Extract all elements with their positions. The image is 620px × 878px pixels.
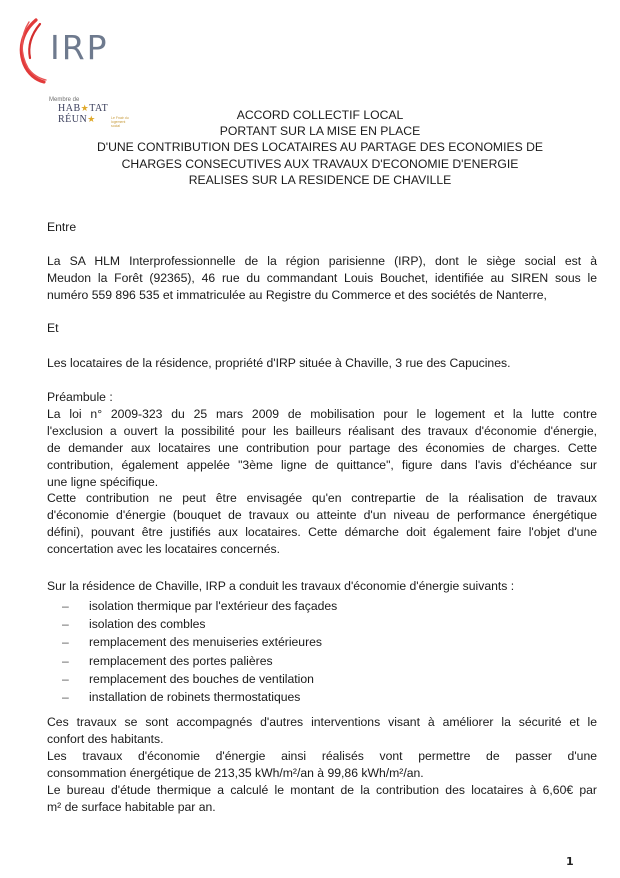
list-item: [62, 615, 337, 633]
list-item-text: installation de robinets thermostatiques: [89, 690, 301, 705]
habitat-part-a: HAB: [58, 103, 81, 114]
list-item-text: remplacement des bouches de ventilation: [89, 671, 314, 686]
habitat-part-b: TAT: [89, 103, 109, 114]
conclusion-line: consommation énergétique de 213,35 kWh/m²/an à 99,86 kWh/m²/an.: [47, 765, 424, 780]
conclusion-line: confort des habitants.: [47, 731, 164, 746]
title-line: CHARGES CONSECUTIVES AUX TRAVAUX D'ECONOMIE D'ENERGIE: [121, 156, 519, 171]
party-tenants: Les locataires de la résidence, propriété d'IRP située à Chaville, 3 rue des Capucines.: [47, 356, 511, 370]
irp-logo: [16, 18, 126, 84]
party-irp: [47, 253, 597, 304]
list-item-text: remplacement des portes palières: [89, 653, 273, 668]
entre-label: Entre: [47, 220, 77, 234]
preamble-line: l'exclusion a ouvert la possibilité pour les bailleurs réalisant des travaux d'économie d'énergie,: [47, 423, 597, 438]
dash-bullet-icon: –: [62, 671, 69, 686]
title-line: ACCORD COLLECTIF LOCAL: [236, 108, 404, 122]
preamble-line: Cette contribution ne peut être envisagée qu'en contrepartie de la réalisation de travaux: [47, 491, 597, 506]
preamble-line: La loi n° 2009-323 du 25 mars 2009 de mobilisation pour le logement et la lutte contre: [47, 406, 597, 421]
page-number: 1: [566, 855, 574, 868]
list-item-text: remplacement des menuiseries extérieures: [89, 635, 323, 650]
list-item-text: isolation des combles: [89, 617, 206, 632]
star-icon: ★: [87, 114, 96, 124]
conclusion-line: m² de surface habitable par an.: [47, 799, 216, 814]
preamble-section: [47, 389, 597, 558]
party-irp-line: numéro 559 896 535 et immatriculée au Registre du Commerce et des sociétés de Nanterre,: [47, 287, 547, 302]
party-irp-line: Meudon la Forêt (92365), 46 rue du commandant Louis Bouchet, identifiée au SIREN sous le: [47, 270, 597, 285]
membre-de-label: Membre de: [49, 97, 80, 103]
document-title: [40, 107, 600, 188]
preamble-line: de demander aux locataires une contribution pour partage des économies de charges. Cette: [47, 440, 597, 455]
preamble-line: défini), pouvant être justifiés aux locataires. Cette démarche doit également faire l'objet d'une: [47, 525, 597, 540]
preamble-line: une ligne spécifique.: [47, 474, 159, 489]
conclusion-section: [47, 714, 597, 815]
party-irp-line: La SA HLM Interprofessionnelle de la région parisienne (IRP), dont le siège social est à: [47, 254, 597, 268]
works-list: [62, 597, 337, 706]
title-line: REALISES SUR LA RESIDENCE DE CHAVILLE: [188, 172, 452, 187]
preamble-line: d'économie d'énergie (bouquet de travaux ou atteinte d'un niveau de performance énergétique: [47, 508, 597, 523]
conclusion-line: Le bureau d'étude thermique a calculé le montant de la contribution des locataires à 6,60€ par: [47, 782, 597, 797]
list-item: [62, 652, 337, 670]
habitat-tagline: Le Fnair du logement social: [111, 116, 129, 128]
preamble-line: contribution, également appelée "3ème ligne de quittance", figure dans l'avis d'échéance sur: [47, 457, 597, 472]
conclusion-line: Ces travaux se sont accompagnés d'autres interventions visant à améliorer la sécurité et le: [47, 715, 597, 729]
list-item: [62, 597, 337, 615]
works-intro: Sur la résidence de Chaville, IRP a conduit les travaux d'économie d'énergie suivants :: [47, 579, 515, 593]
dash-bullet-icon: –: [62, 653, 69, 668]
list-item: [62, 670, 337, 688]
star-icon: ★: [80, 103, 90, 113]
preamble-heading: Préambule :: [47, 390, 113, 404]
conclusion-line: Les travaux d'économie d'énergie ainsi réalisés vont permettre de passer d'une: [47, 748, 597, 763]
reuni-part: RÉUN: [58, 114, 88, 125]
dash-bullet-icon: –: [62, 599, 69, 613]
dash-bullet-icon: –: [62, 690, 69, 705]
title-line: D'UNE CONTRIBUTION DES LOCATAIRES AU PARTAGE DES ECONOMIES DE: [96, 140, 544, 155]
list-item: [62, 688, 337, 706]
dash-bullet-icon: –: [62, 617, 69, 632]
irp-arc-icon: [16, 18, 50, 84]
irp-logo-text: IRP: [50, 28, 109, 67]
list-item-text: isolation thermique par l'extérieur des façades: [89, 599, 338, 613]
et-label: Et: [47, 321, 59, 335]
list-item: [62, 633, 337, 651]
dash-bullet-icon: –: [62, 635, 69, 650]
preamble-line: concertation avec les locataires concernés.: [47, 542, 281, 557]
title-line: PORTANT SUR LA MISE EN PLACE: [219, 124, 421, 139]
